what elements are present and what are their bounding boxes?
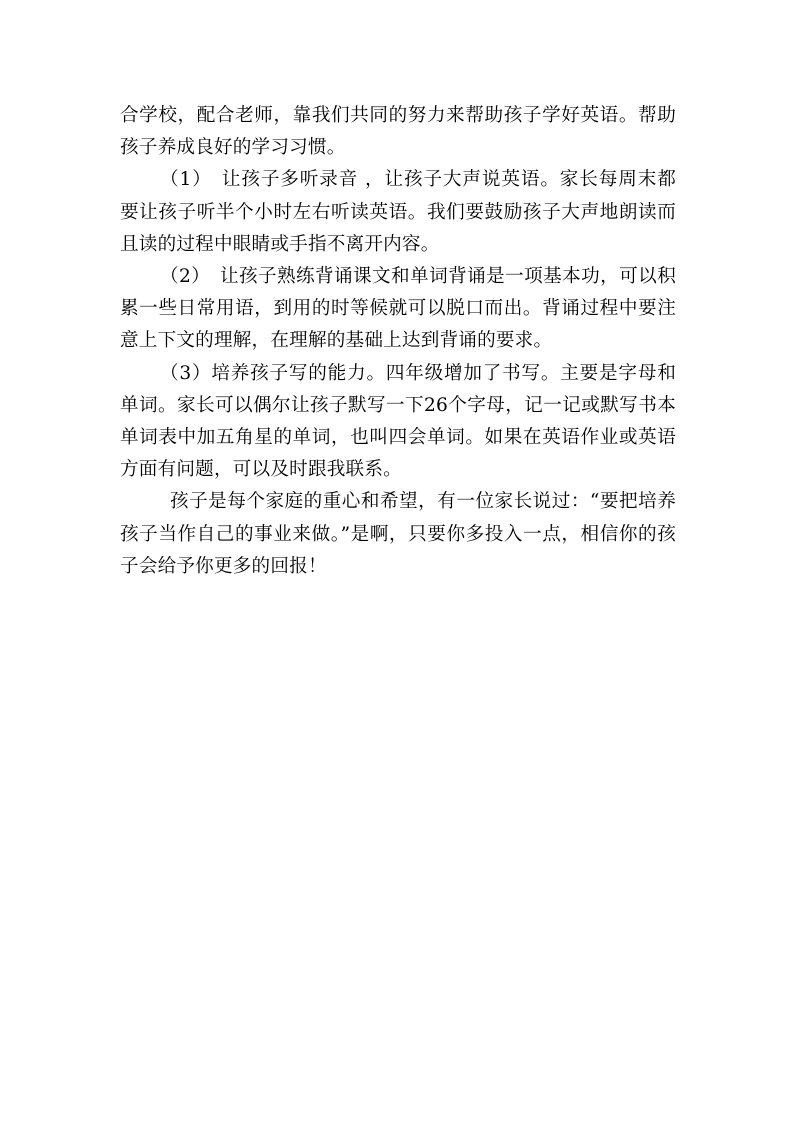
- paragraph-item-1: （1） 让孩子多听录音 ，让孩子大声说英语。家长每周末都要让孩子听半个小时左右听读英语。我们要鼓励孩子大声地朗读而且读的过程中眼睛或手指不离开内容。: [120, 169, 676, 255]
- document-body: [120, 100, 676, 583]
- paragraph-item-3: （3）培养孩子写的能力。四年级增加了书写。主要是字母和单词。家长可以偶尔让孩子默写一下26个字母，记一记或默写书本单词表中加五角星的单词，也叫四会单词。如果在英语作业或英语方面有问题，可以及时跟我联系。: [120, 362, 676, 481]
- paragraph-conclusion: 孩子是每个家庭的重心和希望，有一位家长说过：“要把培养孩子当作自己的事业来做。”是啊，只要你多投入一点，相信你的孩子会给予你更多的回报！: [120, 491, 676, 577]
- paragraph-continuation: 合学校，配合老师，靠我们共同的努力来帮助孩子学好英语。帮助孩子养成良好的学习习惯。: [120, 105, 676, 159]
- paragraph-item-2: （2） 让孩子熟练背诵课文和单词背诵是一项基本功，可以积累一些日常用语，到用的时等候就可以脱口而出。背诵过程中要注意上下文的理解，在理解的基础上达到背诵的要求。: [120, 266, 676, 352]
